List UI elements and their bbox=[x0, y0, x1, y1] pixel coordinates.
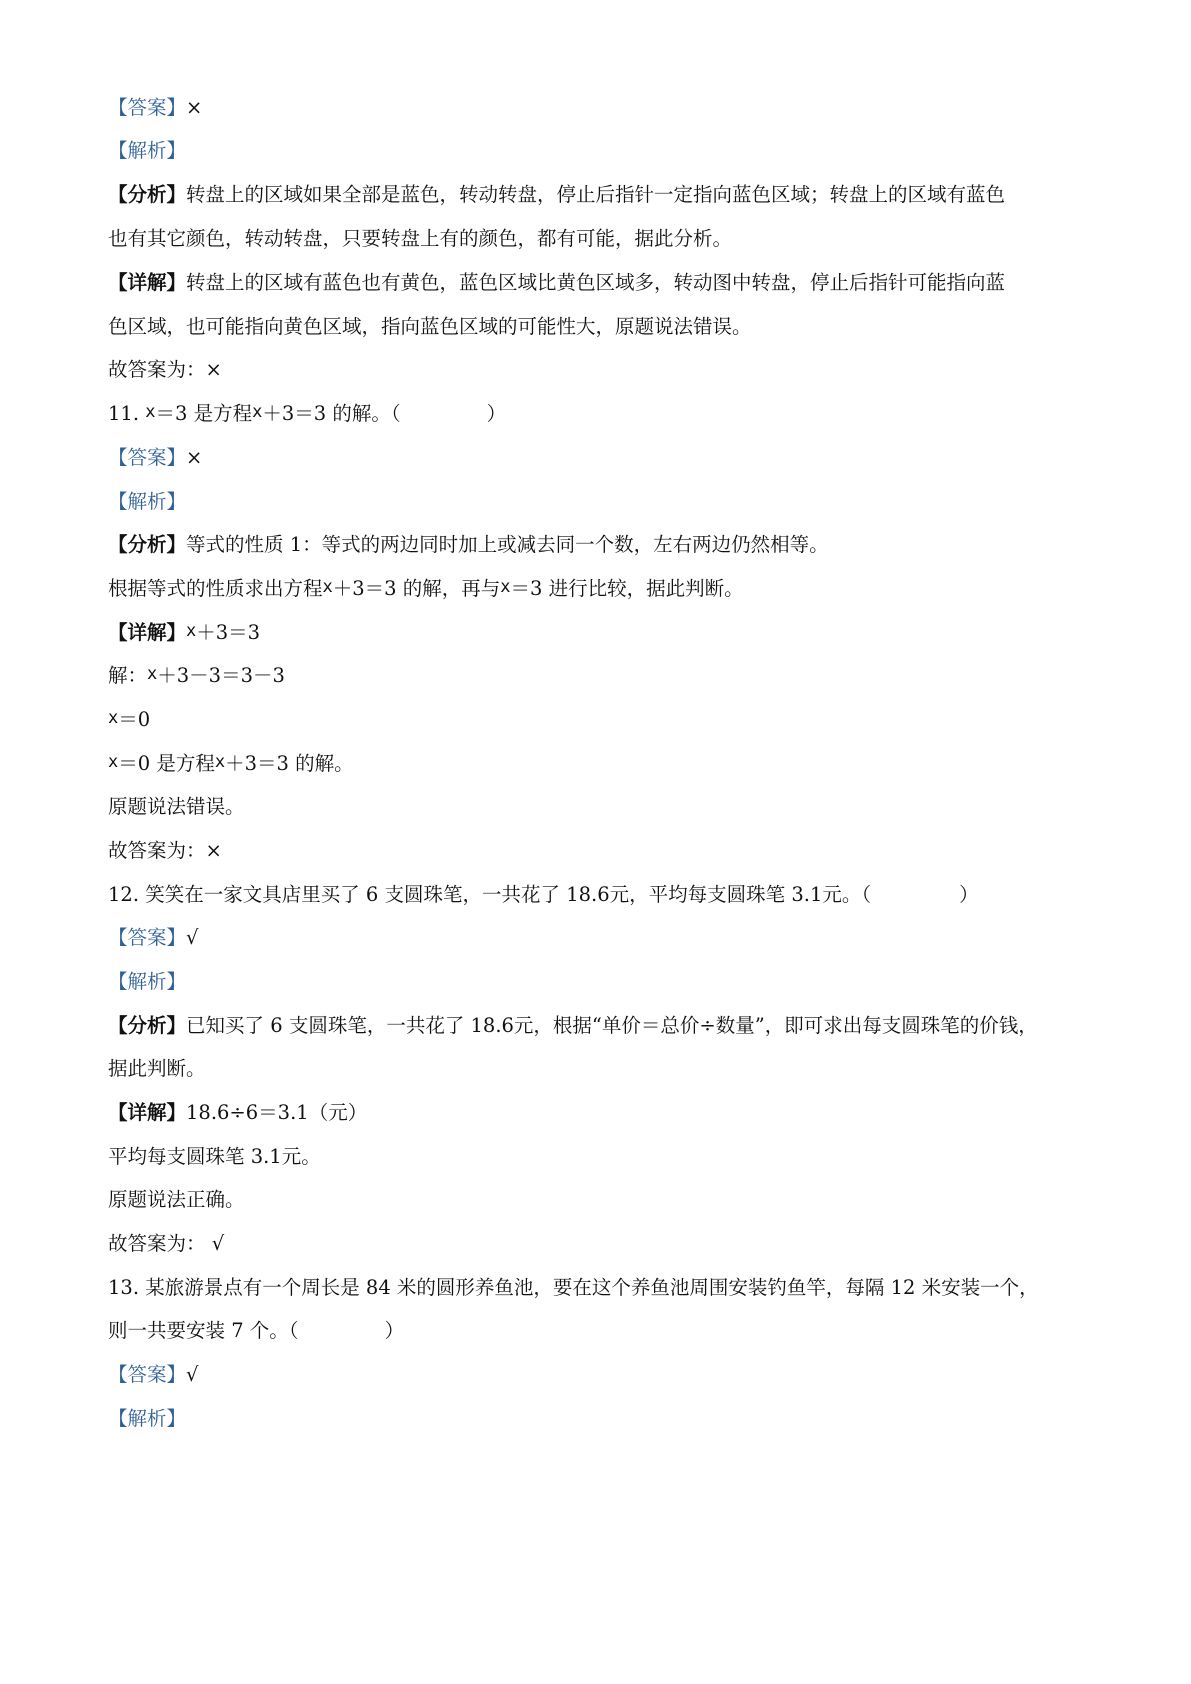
question-number: 13. bbox=[108, 1276, 140, 1299]
answer-tag: 【答案】 bbox=[108, 926, 187, 949]
answer-tag: 【答案】 bbox=[108, 1363, 187, 1386]
q12-conclusion-line bbox=[108, 1185, 1098, 1215]
so-answer-label: 故答案为： bbox=[108, 358, 206, 381]
answer-value: √ bbox=[186, 926, 199, 949]
q12-detail-line-1 bbox=[108, 1098, 1098, 1128]
so-answer-value: √ bbox=[205, 1232, 225, 1255]
q11-conclusion-line bbox=[108, 792, 1098, 822]
prev-detail-line-1 bbox=[108, 268, 1098, 298]
q12-analysis-line-2 bbox=[108, 1054, 1098, 1084]
question-12 bbox=[108, 880, 1098, 910]
detail-text: 平均每支圆珠笔 3.1元。 bbox=[108, 1145, 321, 1168]
analysis-text: 等式的性质 1：等式的两边同时加上或减去同一个数，左右两边仍然相等。 bbox=[186, 533, 829, 556]
question-11 bbox=[108, 399, 1098, 430]
q13-answer-line bbox=[108, 1360, 1098, 1390]
variable-x: x bbox=[108, 752, 119, 772]
q12-explanation-tag-line bbox=[108, 967, 1098, 997]
variable-x: x bbox=[214, 752, 226, 772]
solve-text: ＝0 是方程 bbox=[118, 752, 215, 775]
q12-detail-line-2 bbox=[108, 1142, 1098, 1172]
variable-x: x bbox=[186, 621, 197, 641]
analysis-tag: 【分析】 bbox=[108, 183, 187, 206]
q11-answer-line bbox=[108, 443, 1098, 473]
detail-text: 18.6÷6＝3.1（元） bbox=[186, 1101, 368, 1124]
question-13-line-2 bbox=[108, 1316, 1098, 1346]
question-text: 则一共要安装 7 个。（ bbox=[108, 1319, 299, 1342]
solve-text: ＝0 bbox=[118, 708, 151, 731]
answer-tag: 【答案】 bbox=[108, 446, 187, 469]
analysis-tag: 【分析】 bbox=[108, 533, 187, 556]
q12-answer-line bbox=[108, 923, 1098, 953]
conclusion-text: 原题说法正确。 bbox=[108, 1188, 245, 1211]
analysis-text: ＋3＝3 的解，再与 bbox=[332, 577, 501, 600]
analysis-text: ＝3 进行比较，据此判断。 bbox=[510, 577, 744, 600]
analysis-text: 已知买了 6 支圆珠笔，一共花了 18.6元，根据“单价＝总价÷数量”，即可求出每支圆珠笔的价钱， bbox=[186, 1014, 1038, 1037]
variable-x: x bbox=[500, 577, 511, 597]
variable-x: x bbox=[145, 402, 156, 422]
analysis-text: 也有其它颜色，转动转盘，只要转盘上有的颜色，都有可能，据此分析。 bbox=[108, 227, 733, 250]
question-text: ＋3＝3 的解。（ bbox=[262, 402, 401, 425]
prev-so-answer-line bbox=[108, 355, 1098, 385]
solve-label: 解： bbox=[108, 664, 148, 687]
prev-answer-line bbox=[108, 93, 1098, 123]
q11-explanation-tag-line bbox=[108, 487, 1098, 517]
q11-so-answer-line bbox=[108, 836, 1098, 866]
solve-text: ＋3＝3 的解。 bbox=[225, 752, 354, 775]
q13-explanation-tag-line bbox=[108, 1404, 1098, 1434]
question-number: 11. bbox=[108, 402, 140, 425]
detail-text: 转盘上的区域有蓝色也有黄色，蓝色区域比黄色区域多，转动图中转盘，停止后指针可能指向蓝 bbox=[186, 271, 1006, 294]
answer-value: √ bbox=[186, 1363, 199, 1386]
q11-solve-line-1 bbox=[108, 661, 1098, 692]
detail-tag: 【详解】 bbox=[108, 271, 187, 294]
variable-x: x bbox=[108, 708, 119, 728]
q11-solve-line-3 bbox=[108, 749, 1098, 780]
explanation-tag: 【解析】 bbox=[108, 490, 187, 513]
so-answer-value: × bbox=[205, 839, 222, 862]
question-text: ） bbox=[486, 402, 507, 425]
q12-analysis-line-1 bbox=[108, 1011, 1098, 1041]
q12-so-answer-line bbox=[108, 1229, 1098, 1259]
detail-text: 色区域，也可能指向黄色区域，指向蓝色区域的可能性大，原题说法错误。 bbox=[108, 315, 752, 338]
analysis-text: 转盘上的区域如果全部是蓝色，转动转盘，停止后指针一定指向蓝色区域；转盘上的区域有蓝色 bbox=[186, 183, 1006, 206]
variable-x: x bbox=[322, 577, 333, 597]
explanation-tag: 【解析】 bbox=[108, 970, 187, 993]
q11-analysis-line-2 bbox=[108, 574, 1098, 605]
variable-x: x bbox=[147, 664, 158, 684]
q11-solve-line-2 bbox=[108, 705, 1098, 736]
answer-tag: 【答案】 bbox=[108, 96, 187, 119]
question-text: 某旅游景点有一个周长是 84 米的圆形养鱼池，要在这个养鱼池周围安装钓鱼竿，每隔 12 米安装一个， bbox=[145, 1276, 1039, 1299]
so-answer-label: 故答案为： bbox=[108, 1232, 206, 1255]
answer-value: × bbox=[186, 96, 203, 119]
variable-x: x bbox=[252, 402, 263, 422]
analysis-tag: 【分析】 bbox=[108, 1014, 187, 1037]
detail-text: ＋3＝3 bbox=[196, 621, 261, 644]
explanation-tag: 【解析】 bbox=[108, 1407, 187, 1430]
question-13-line-1 bbox=[108, 1273, 1098, 1303]
detail-tag: 【详解】 bbox=[108, 1101, 187, 1124]
prev-analysis-line-2 bbox=[108, 224, 1098, 254]
q11-detail-line-1 bbox=[108, 618, 1098, 649]
explanation-tag: 【解析】 bbox=[108, 139, 187, 162]
question-text: ） bbox=[384, 1319, 405, 1342]
prev-detail-line-2 bbox=[108, 312, 1098, 342]
prev-analysis-line-1 bbox=[108, 180, 1098, 210]
question-number: 12. bbox=[108, 883, 140, 906]
answer-value: × bbox=[186, 446, 203, 469]
q11-analysis-line-1 bbox=[108, 530, 1098, 560]
analysis-text: 根据等式的性质求出方程 bbox=[108, 577, 323, 600]
analysis-text: 据此判断。 bbox=[108, 1057, 206, 1080]
detail-tag: 【详解】 bbox=[108, 621, 187, 644]
question-text: 笑笑在一家文具店里买了 6 支圆珠笔，一共花了 18.6元，平均每支圆珠笔 3.1元。（ bbox=[145, 883, 872, 906]
conclusion-text: 原题说法错误。 bbox=[108, 795, 245, 818]
question-text: ＝3 是方程 bbox=[155, 402, 253, 425]
solve-text: ＋3－3＝3－3 bbox=[157, 664, 285, 687]
question-text: ） bbox=[959, 883, 979, 906]
prev-explanation-tag-line bbox=[108, 136, 1098, 166]
so-answer-value: × bbox=[205, 358, 222, 381]
so-answer-label: 故答案为： bbox=[108, 839, 206, 862]
